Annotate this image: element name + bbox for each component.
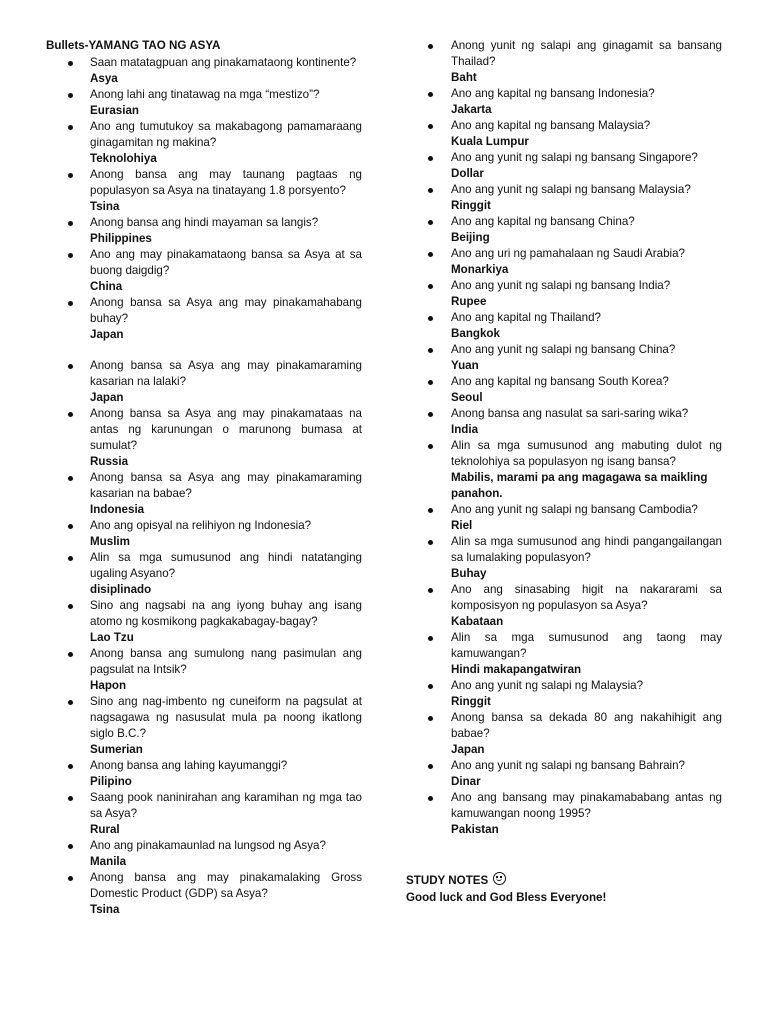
bullet-icon: [68, 476, 73, 481]
answer-text: Teknolohiya: [90, 152, 157, 165]
question-text: Sino ang nagsabi na ang iyong buhay ang isang atomo ng kosmikong pagkakabagay-bagay?: [90, 599, 362, 628]
study-notes: [406, 872, 726, 906]
qa-item: [46, 247, 362, 295]
qa-item: [406, 342, 722, 374]
bullet-icon: [428, 796, 433, 801]
question-text: Ano ang kapital ng bansang Indonesia?: [451, 87, 655, 100]
answer-text: Seoul: [451, 391, 483, 404]
bullet-icon: [428, 316, 433, 321]
question-text: Alin sa mga sumusunod ang mabuting dulot ng teknolohiya sa populasyon ng isang bansa?: [451, 439, 722, 468]
question-text: Ano ang pinakamaunlad na lungsod ng Asya?: [90, 839, 326, 852]
question-text: Ano ang yunit ng salapi ng bansang Cambodia?: [451, 503, 698, 516]
qa-item: [406, 214, 722, 246]
bullet-icon: [428, 764, 433, 769]
bullet-icon: [68, 364, 73, 369]
qa-item: [46, 790, 362, 838]
qa-item: [46, 694, 362, 758]
bullet-icon: [428, 588, 433, 593]
question-text: Ano ang yunit ng salapi ng bansang Singapore?: [451, 151, 698, 164]
qa-item: [406, 534, 722, 582]
qa-item: [406, 710, 722, 758]
bullet-icon: [68, 221, 73, 226]
bullet-icon: [68, 412, 73, 417]
question-text: Anong lahi ang tinatawag na mga “mestizo”?: [90, 88, 320, 101]
answer-text: Rural: [90, 823, 120, 836]
qa-item: [406, 278, 722, 310]
bullet-icon: [68, 301, 73, 306]
qa-item: [406, 150, 722, 182]
question-text: Anong bansa ang hindi mayaman sa langis?: [90, 216, 319, 229]
answer-text: Russia: [90, 455, 129, 468]
left-qa-list: [46, 55, 362, 918]
bullet-icon: [428, 156, 433, 161]
right-qa-list: [406, 38, 722, 838]
qa-item: [46, 406, 362, 470]
bullet-icon: [428, 716, 433, 721]
qa-item: [406, 310, 722, 342]
question-text: Saan matatagpuan ang pinakamataong kontinente?: [90, 56, 357, 69]
question-text: Ano ang yunit ng salapi ng bansang Malaysia?: [451, 183, 691, 196]
qa-item: [46, 55, 362, 87]
question-text: Sino ang nag-imbento ng cuneiform na pagsulat at nagsagawa ng nasusulat mula pa noong ikatlong siglo B.C.?: [90, 695, 362, 740]
bullet-icon: [68, 652, 73, 657]
left-column: [46, 38, 362, 918]
question-text: Anong yunit ng salapi ang ginagamit sa bansang Thailad?: [451, 39, 722, 68]
question-text: Anong bansa ang sumulong nang pasimulan ang pagsulat na Intsik?: [90, 647, 362, 676]
question-text: Ano ang bansang may pinakamababang antas ng kamuwangan noong 1995?: [451, 791, 722, 820]
answer-text: Japan: [90, 391, 124, 404]
answer-text: Philippines: [90, 232, 152, 245]
question-text: Ano ang uri ng pamahalaan ng Saudi Arabia?: [451, 247, 685, 260]
bullet-icon: [68, 524, 73, 529]
bullet-icon: [428, 252, 433, 257]
question-text: Ano ang yunit ng salapi ng bansang Bahrain?: [451, 759, 685, 772]
answer-text: Pilipino: [90, 775, 132, 788]
question-text: Anong bansa ang may taunang pagtaas ng populasyon sa Asya na tinatayang 1.8 porsyento?: [90, 168, 362, 197]
bullet-icon: [68, 125, 73, 130]
right-column: [406, 38, 722, 838]
qa-item: [406, 38, 722, 86]
bullet-icon: [68, 700, 73, 705]
answer-text: Buhay: [451, 567, 487, 580]
bullet-icon: [68, 876, 73, 881]
question-text: Ano ang yunit ng salapi ng bansang China?: [451, 343, 676, 356]
qa-item: [46, 295, 362, 343]
answer-text: Pakistan: [451, 823, 499, 836]
qa-item: [46, 550, 362, 598]
bullet-icon: [428, 92, 433, 97]
qa-item: [46, 470, 362, 518]
bullet-icon: [428, 284, 433, 289]
question-text: Anong bansa ang may pinakamalaking Gross Domestic Product (GDP) sa Asya?: [90, 871, 362, 900]
bullet-icon: [428, 508, 433, 513]
question-text: Alin sa mga sumusunod ang hindi natatanging ugaling Asyano?: [90, 551, 362, 580]
document-title: Bullets-YAMANG TAO NG ASYA: [46, 39, 221, 52]
qa-item: [406, 502, 722, 534]
answer-text: China: [90, 280, 123, 293]
answer-text: Baht: [451, 71, 477, 84]
answer-text: Beijing: [451, 231, 490, 244]
bullet-icon: [68, 764, 73, 769]
bullet-icon: [68, 93, 73, 98]
answer-text: Hapon: [90, 679, 127, 692]
answer-text: Asya: [90, 72, 118, 85]
answer-text: Rupee: [451, 295, 487, 308]
question-text: Ano ang tumutukoy sa makabagong pamamaraang ginagamitan ng makina?: [90, 120, 362, 149]
bullet-icon: [68, 556, 73, 561]
question-text: Ano ang yunit ng salapi ng Malaysia?: [451, 679, 644, 692]
answer-text: Japan: [451, 743, 485, 756]
qa-item: [406, 758, 722, 790]
answer-text: Mabilis, marami pa ang magagawa sa maikling panahon.: [451, 471, 708, 500]
answer-text: Yuan: [451, 359, 479, 372]
qa-item: [46, 358, 362, 406]
answer-text: Bangkok: [451, 327, 500, 340]
question-text: Anong bansa sa Asya ang may pinakamahabang buhay?: [90, 296, 362, 325]
answer-text: Tsina: [90, 200, 120, 213]
bullet-icon: [428, 444, 433, 449]
answer-text: Jakarta: [451, 103, 492, 116]
question-text: Ano ang yunit ng salapi ng bansang India?: [451, 279, 671, 292]
answer-text: Hindi makapangatwiran: [451, 663, 582, 676]
qa-item: [406, 438, 722, 502]
qa-item: [406, 582, 722, 630]
answer-text: Tsina: [90, 903, 120, 916]
question-text: Alin sa mga sumusunod ang taong may kamuwangan?: [451, 631, 722, 660]
bullet-icon: [428, 380, 433, 385]
answer-text: India: [451, 423, 479, 436]
qa-item: [46, 87, 362, 119]
answer-text: Eurasian: [90, 104, 139, 117]
qa-item: [406, 246, 722, 278]
answer-text: Dinar: [451, 775, 481, 788]
qa-item: [46, 598, 362, 646]
qa-item: [46, 215, 362, 247]
question-text: Anong bansa ang nasulat sa sari-saring wika?: [451, 407, 689, 420]
qa-item: [406, 790, 722, 838]
bullet-icon: [428, 684, 433, 689]
bullet-icon: [68, 604, 73, 609]
bullet-icon: [68, 173, 73, 178]
qa-item: [406, 374, 722, 406]
bullet-icon: [428, 220, 433, 225]
qa-item: [46, 119, 362, 167]
bullet-icon: [428, 540, 433, 545]
question-text: Saang pook naninirahan ang karamihan ng mga tao sa Asya?: [90, 791, 362, 820]
question-text: Ano ang kapital ng Thailand?: [451, 311, 601, 324]
answer-text: Kuala Lumpur: [451, 135, 529, 148]
bullet-icon: [428, 412, 433, 417]
bullet-icon: [428, 188, 433, 193]
answer-text: Lao Tzu: [90, 631, 134, 644]
question-text: Anong bansa sa Asya ang may pinakamaraming kasarian na lalaki?: [90, 359, 362, 388]
answer-text: Sumerian: [90, 743, 143, 756]
question-text: Ano ang kapital ng bansang South Korea?: [451, 375, 669, 388]
answer-text: Ringgit: [451, 695, 491, 708]
question-text: Ano ang may pinakamataong bansa sa Asya at sa buong daigdig?: [90, 248, 362, 277]
qa-item: [46, 870, 362, 918]
qa-item: [406, 86, 722, 118]
smiley-icon: [493, 872, 506, 885]
question-text: Ano ang sinasabing higit na nakararami sa komposisyon ng populasyon sa Asya?: [451, 583, 722, 612]
answer-text: Ringgit: [451, 199, 491, 212]
qa-item: [406, 630, 722, 678]
question-text: Anong bansa sa Asya ang may pinakamataas na antas ng karunungan o marunong bumasa at sumulat?: [90, 407, 362, 452]
answer-text: Riel: [451, 519, 473, 532]
answer-text: Muslim: [90, 535, 130, 548]
question-text: Anong bansa ang lahing kayumanggi?: [90, 759, 288, 772]
question-text: Ano ang kapital ng bansang China?: [451, 215, 635, 228]
bullet-icon: [68, 796, 73, 801]
answer-text: Monarkiya: [451, 263, 509, 276]
bullet-icon: [428, 636, 433, 641]
study-notes-message: Good luck and God Bless Everyone!: [406, 891, 607, 904]
answer-text: disiplinado: [90, 583, 152, 596]
bullet-icon: [68, 61, 73, 66]
qa-item: [46, 758, 362, 790]
answer-text: Dollar: [451, 167, 484, 180]
bullet-icon: [428, 124, 433, 129]
qa-item: [406, 182, 722, 214]
answer-text: Kabataan: [451, 615, 504, 628]
bullet-icon: [68, 253, 73, 258]
qa-item: [406, 118, 722, 150]
question-text: Alin sa mga sumusunod ang hindi pangangailangan sa lumalaking populasyon?: [451, 535, 722, 564]
question-text: Anong bansa sa dekada 80 ang nakahihigit ang babae?: [451, 711, 722, 740]
qa-item: [46, 167, 362, 215]
qa-item: [46, 518, 362, 550]
bullet-icon: [428, 44, 433, 49]
question-text: Ano ang kapital ng bansang Malaysia?: [451, 119, 651, 132]
qa-item: [46, 838, 362, 870]
bullet-icon: [68, 844, 73, 849]
qa-item: [406, 678, 722, 710]
qa-item: [406, 406, 722, 438]
question-text: Anong bansa sa Asya ang may pinakamaraming kasarian na babae?: [90, 471, 362, 500]
study-notes-heading: STUDY NOTES: [406, 872, 726, 889]
answer-text: Japan: [90, 328, 124, 341]
bullet-icon: [428, 348, 433, 353]
answer-text: Indonesia: [90, 503, 145, 516]
answer-text: Manila: [90, 855, 127, 868]
qa-item: [46, 646, 362, 694]
question-text: Ano ang opisyal na relihiyon ng Indonesia?: [90, 519, 312, 532]
